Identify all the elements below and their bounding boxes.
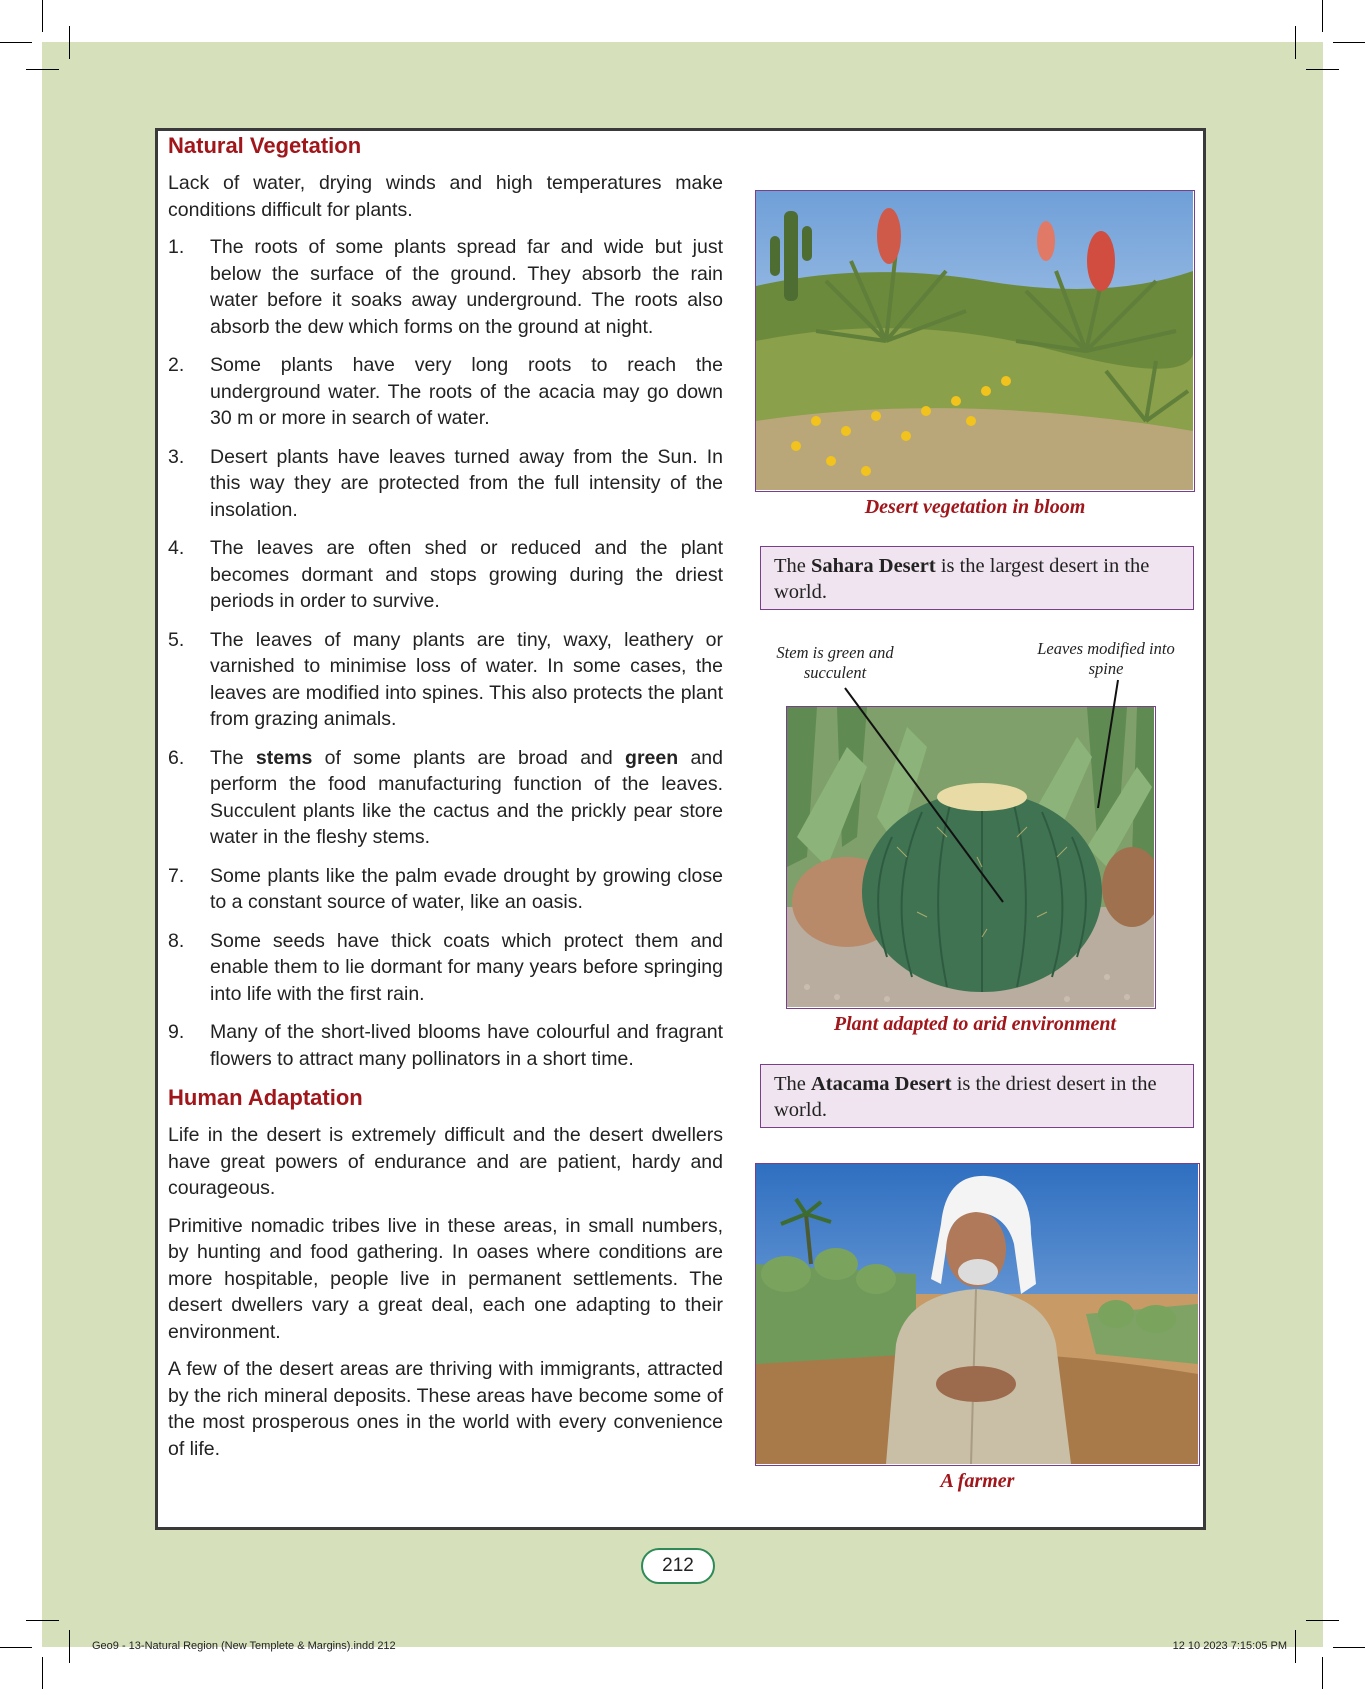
list-item: 5. The leaves of many plants are tiny, waxy, leathery or varnished to minimise loss of water. In some cases, the leaves are modified into spines. This also protects the plant from grazing animals. [168,628,723,730]
pointer-line-stem [845,688,1003,902]
farmer-caption: A farmer [940,1470,1015,1492]
list-item: 9. Many of the short-lived blooms have colourful and fragrant flowers to attract many pollinators in a short time. [168,1021,723,1070]
list-item: 7. Some plants like the palm evade drought by growing close to a constant source of water, like an oasis. [168,864,723,913]
list-item: 1. The roots of some plants spread far and wide but just below the surface of the ground. They absorb the rain water before it soaks away underground. The roots also absorb the dew which forms on the ground at night. [168,236,723,338]
natural-vegetation-intro: Lack of water, drying winds and high temperatures make conditions difficult for plants. [168,172,723,221]
list-item: 3. Desert plants have leaves turned away from the Sun. In this way they are protected from the full intensity of the insolation. [168,445,723,521]
annotation-leaves: Leaves modified into spine [1037,639,1175,678]
page-number: 212 [641,1548,715,1584]
slug-left: Geo9 - 13-Natural Region (New Templete & Margins).indd 212 [92,1640,396,1652]
pointer-line-leaves [1098,680,1118,808]
list-item: 6. The stems of some plants are broad and green and perform the food manufacturing function of the leaves. Succulent plants like the cactus and the prickly pear store water in the fleshy stems. [168,746,724,848]
vegetation-caption: Desert vegetation in bloom [864,496,1086,518]
human-adaptation-paragraph: A few of the desert areas are thriving with immigrants, attracted by the rich mineral deposits. These areas have become some of the most prosperous ones in the world with every convenience of life. [168,1358,723,1460]
human-adaptation-paragraph: Life in the desert is extremely difficult and the desert dwellers have great powers of endurance and are patient, hardy and courageous. [168,1124,723,1199]
farmer-illustration [756,1164,1198,1464]
list-item: 4. The leaves are often shed or reduced and the plant becomes dormant and stops growing during the driest periods in order to survive. [168,537,723,612]
atacama-fact-box: The Atacama Desert is the driest desert in the world. [760,1064,1194,1128]
farmer-photo [755,1163,1200,1466]
human-adaptation-paragraph: Primitive nomadic tribes live in these areas, in small numbers, by hunting and food gathering. In oases where conditions are more hospitable, people live in permanent settlements. The desert dwellers vary a great deal, each one adapting to their environment. [168,1214,723,1343]
natural-vegetation-heading: Natural Vegetation [168,133,362,158]
slug-right: 12 10 2023 7:15:05 PM [1172,1640,1287,1652]
list-item: 8. Some seeds have thick coats which protect them and enable them to lie dormant for many years before springing into life with the first rain. [168,929,723,1005]
sahara-fact-box: The Sahara Desert is the largest desert in the world. [760,546,1194,610]
cactus-caption: Plant adapted to arid environment [833,1013,1117,1035]
annotation-stem: Stem is green and succulent [776,643,894,682]
human-adaptation-heading: Human Adaptation [168,1085,363,1110]
list-item: 2. Some plants have very long roots to reach the underground water. The roots of the acacia may go down 30 m or more in search of water. [168,354,723,429]
